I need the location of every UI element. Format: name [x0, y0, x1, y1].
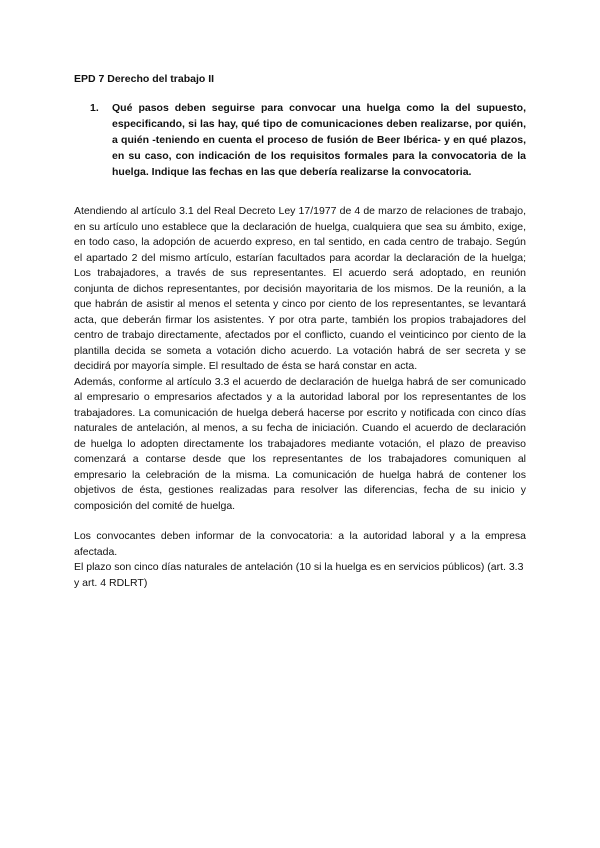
document-title: EPD 7 Derecho del trabajo II [74, 73, 215, 85]
question-text: Qué pasos deben seguirse para convocar una huelga como la del supuesto, especificando, si las hay, qué tipo de comunicaciones deben realizarse, por quién, a quién -teniendo en cuenta el proceso de fusión de Beer Ibérica- y en qué plazos, en su caso, con indicación de los requisitos formales para la convocatoria de la huelga. Indique las fechas en las que debería realizarse la convocatoria. [112, 102, 526, 178]
answer-paragraph: Además, conforme al artículo 3.3 el acuerdo de declaración de huelga habrá de ser comunicado al empresario o empresarios afectados y a la autoridad laboral por los representantes de los trabajadores. La comunicación de huelga deberá hacerse por escrito y notificada con cinco días naturales de antelación, al menos, a su fecha de iniciación. Cuando el acuerdo de declaración de huelga lo adopten directamente los trabajadores mediante votación, el plazo de preaviso comenzará a contarse desde que los representantes de los trabajadores comuniquen al empresario la celebración de la misma. La comunicación de huelga habrá de contener los objetivos de ésta, gestiones realizadas para resolver las diferencias, fecha de su inicio y composición del comité de huelga. [74, 375, 526, 512]
question-item [90, 100, 526, 180]
answer-paragraph: El plazo son cinco días naturales de antelación (10 si la huelga es en servicios públicos) (art. 3.3 y art. 4 RDLRT) [74, 561, 524, 589]
answer-body [74, 204, 526, 591]
question-number: 1. [90, 102, 99, 114]
paragraph-gap [74, 514, 526, 529]
answer-paragraph: Atendiendo al artículo 3.1 del Real Decreto Ley 17/1977 de 4 de marzo de relaciones de trabajo, en su artículo uno establece que la declaración de huelga, cualquiera que sea su ámbito, exige, en todo caso, la adopción de acuerdo expreso, en tal sentido, en cada centro de trabajo. Según el apartado 2 del mismo artículo, estarían facultados para acordar la declaración de la huelga; Los trabajadores, a través de sus representantes. El acuerdo será adoptado, en reunión conjunta de dichos representantes, por decisión mayoritaria de los mismos. De la reunión, a la que habrán de asistir al menos el setenta y cinco por ciento de los representantes, se levantará acta, que deberán firmar los asistentes. Y por otra parte, también los propios trabajadores del centro de trabajo directamente, afectados por el conflicto, cuando el veinticinco por ciento de la plantilla decida se someta a votación dicho acuerdo. La votación habrá de ser secreta y se decidirá por mayoría simple. El resultado de ésta se hará constar en acta. [74, 205, 526, 372]
answer-paragraph: Los convocantes deben informar de la convocatoria: a la autoridad laboral y a la empresa afectada. [74, 530, 526, 558]
